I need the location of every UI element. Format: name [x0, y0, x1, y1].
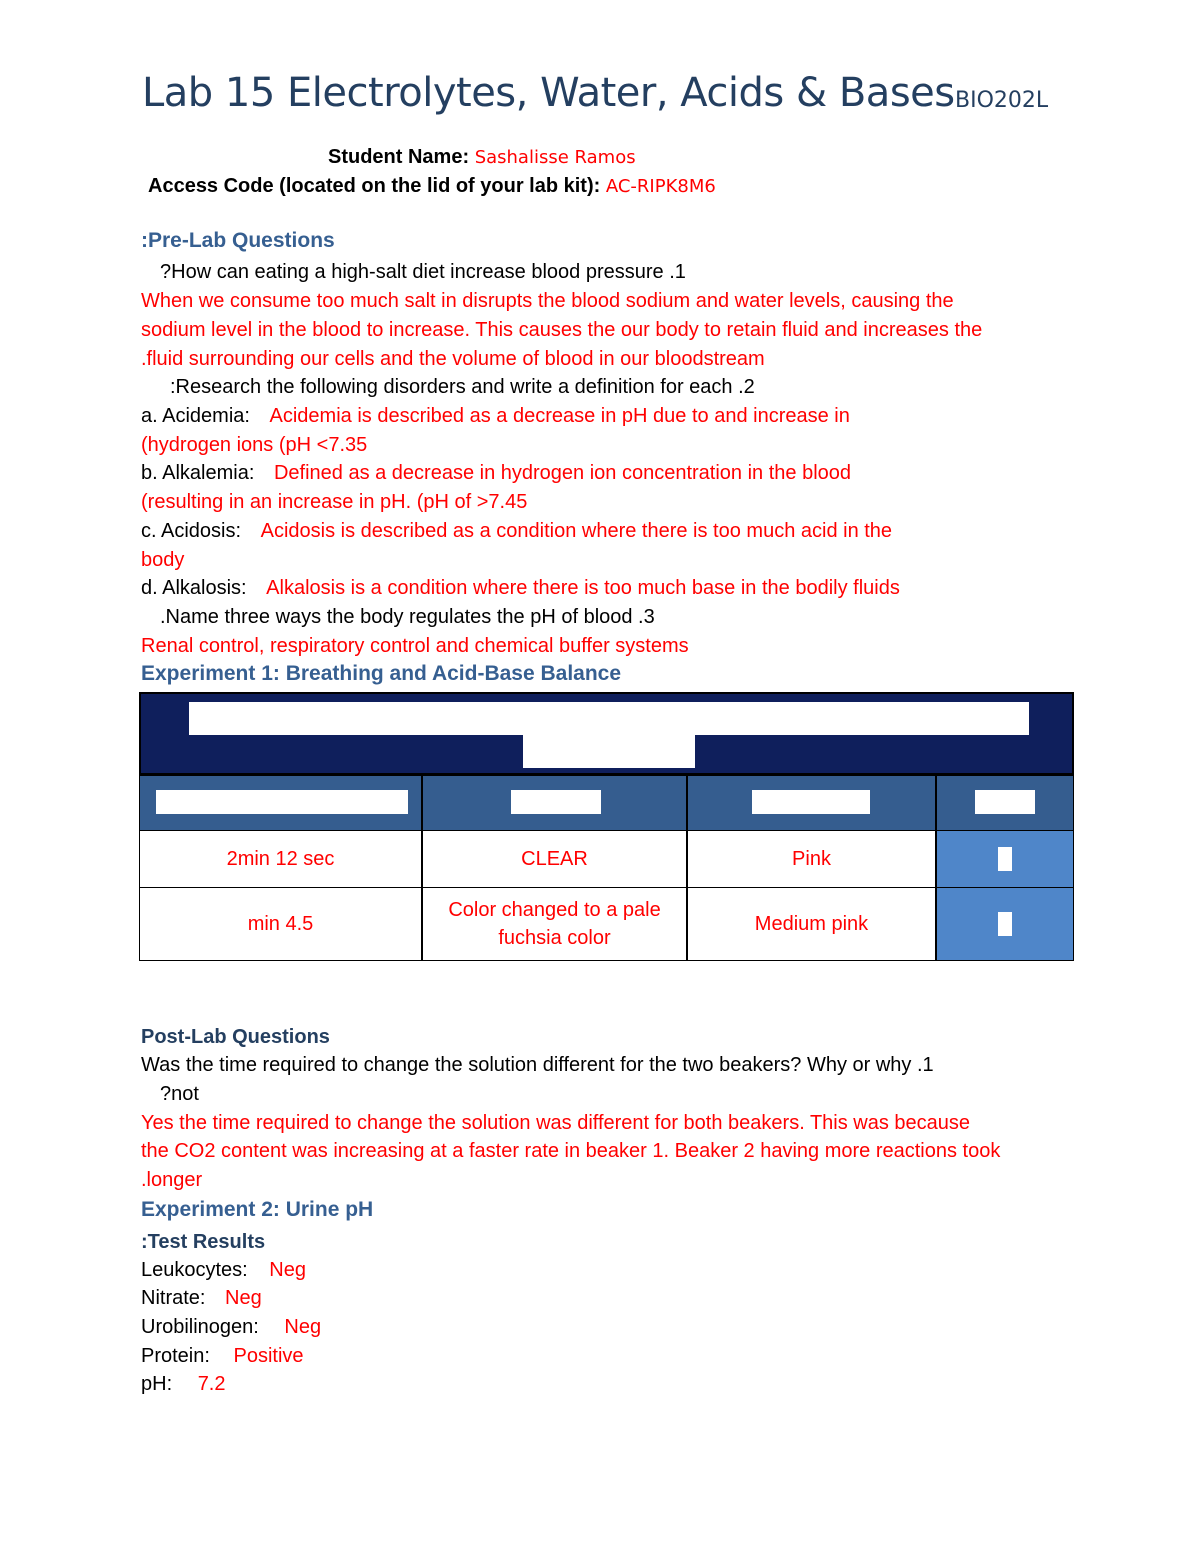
- prelab-a1-line: When we consume too much salt in disrupts the blood sodium and water levels, causing the: [141, 290, 954, 312]
- result-row: [141, 1370, 226, 1399]
- def-text: (resulting in an increase in pH. (pH of >7.45: [141, 491, 528, 513]
- experiment2-heading: Experiment 2: Urine pH: [141, 1198, 374, 1221]
- prelab-q2: :Research the following disorders and write a definition for each .2: [170, 376, 755, 398]
- table-title-row: [139, 692, 1074, 775]
- table-cell: Pink: [687, 830, 936, 888]
- table-cell: min 4.5: [139, 887, 422, 961]
- access-code-label: Access Code (located on the lid of your lab kit):: [148, 175, 601, 197]
- postlab-q1: ?not: [160, 1083, 199, 1105]
- student-name-row: [328, 143, 636, 172]
- result-label: Leukocytes:: [141, 1259, 248, 1281]
- def-acidemia: [141, 402, 850, 431]
- def-text: (hydrogen ions (pH <7.35: [141, 434, 368, 456]
- result-value: Neg: [225, 1287, 262, 1309]
- prelab-heading: :Pre-Lab Questions: [141, 229, 335, 252]
- result-row: [141, 1313, 321, 1342]
- result-label: Urobilinogen:: [141, 1316, 259, 1338]
- prelab-q1: ?How can eating a high-salt diet increase blood pressure .1: [160, 261, 686, 283]
- experiment1-heading: Experiment 1: Breathing and Acid-Base Balance: [141, 662, 622, 685]
- test-results-label: :Test Results: [141, 1231, 266, 1253]
- def-label: d. Alkalosis:: [141, 577, 247, 599]
- table-header-cell: [422, 775, 687, 831]
- def-label: a. Acidemia:: [141, 405, 250, 427]
- table-title-redacted: [523, 734, 695, 768]
- page-title: Lab 15 Electrolytes, Water, Acids & Bases: [142, 70, 955, 116]
- result-row: [141, 1284, 262, 1313]
- result-label: Protein:: [141, 1345, 210, 1367]
- access-code-row: [148, 172, 716, 201]
- def-alkalosis: [141, 574, 900, 603]
- prelab-a3: Renal control, respiratory control and chemical buffer systems: [141, 635, 689, 657]
- def-text: Acidosis is described as a condition where there is too much acid in the: [260, 520, 893, 542]
- table-title-redacted: [189, 702, 1029, 735]
- postlab-heading: Post-Lab Questions: [141, 1026, 330, 1048]
- result-label: pH:: [141, 1373, 173, 1395]
- result-value: Neg: [269, 1259, 306, 1281]
- prelab-a1-line: sodium level in the blood to increase. This causes the our body to retain fluid and increases the: [141, 319, 983, 341]
- table-cell: 2min 12 sec: [139, 830, 422, 888]
- def-text: body: [141, 549, 185, 571]
- table-cell-redacted: [936, 830, 1074, 888]
- result-value: Neg: [284, 1316, 322, 1338]
- prelab-a1-line: .fluid surrounding our cells and the volume of blood in our bloodstream: [141, 348, 765, 370]
- experiment1-table: [139, 692, 1074, 961]
- result-value: 7.2: [197, 1373, 226, 1395]
- table-header-cell: [687, 775, 936, 831]
- postlab-q1: Was the time required to change the solution different for the two beakers? Why or why .1: [141, 1054, 934, 1076]
- result-row: [141, 1256, 306, 1285]
- result-value: Positive: [233, 1345, 304, 1367]
- def-text: Alkalosis is a condition where there is too much base in the bodily fluids: [266, 577, 900, 599]
- prelab-q3: .Name three ways the body regulates the pH of blood .3: [160, 606, 655, 628]
- table-cell-redacted: [936, 887, 1074, 961]
- def-alkalemia: [141, 459, 851, 488]
- course-code: BIO202L: [955, 88, 1049, 113]
- student-name-value: Sashalisse Ramos: [474, 147, 636, 168]
- student-name-label: Student Name:: [328, 146, 470, 168]
- def-acidosis: [141, 517, 892, 546]
- def-text: Acidemia is described as a decrease in pH due to and increase in: [269, 405, 850, 427]
- result-row: [141, 1342, 304, 1371]
- result-label: Nitrate:: [141, 1287, 206, 1309]
- table-cell: Color changed to a pale fuchsia color: [422, 887, 687, 961]
- access-code-value: AC-RIPK8M6: [605, 176, 716, 197]
- postlab-a1-line: the CO2 content was increasing at a faster rate in beaker 1. Beaker 2 having more reactions took: [141, 1140, 1001, 1162]
- postlab-a1-line: .longer: [141, 1169, 203, 1191]
- def-label: b. Alkalemia:: [141, 462, 255, 484]
- table-cell: Medium pink: [687, 887, 936, 961]
- table-header-cell: [139, 775, 422, 831]
- postlab-a1-line: Yes the time required to change the solution was different for both beakers. This was because: [141, 1112, 971, 1134]
- def-text: Defined as a decrease in hydrogen ion concentration in the blood: [273, 462, 852, 484]
- table-cell: CLEAR: [422, 830, 687, 888]
- table-header-cell: [936, 775, 1074, 831]
- def-label: c. Acidosis:: [141, 520, 242, 542]
